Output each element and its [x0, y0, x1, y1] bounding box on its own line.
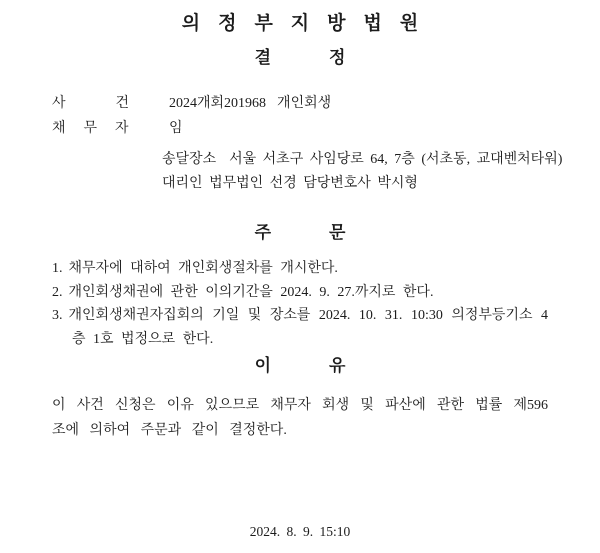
- debtor-name-value: 임: [169, 121, 183, 136]
- order-item-number: 1.: [52, 261, 63, 276]
- reason-paragraph: 이 사건 신청은 이유 있으므로 채무자 회생 및 파산에 관한 법률 제596조에 의하여 주문과 같이 결정한다.: [52, 398, 548, 438]
- order-item: [52, 304, 548, 351]
- attorney-line: 대리인 법무법인 선경 담당변호사 박시형: [162, 176, 418, 191]
- order-item: [52, 257, 548, 281]
- service-address-block: [162, 148, 563, 196]
- service-address-line: 송달장소 서울 서초구 사임당로 64, 7층 (서초동, 교대벤처타워): [162, 152, 563, 167]
- order-item-text: 개인회생채권에 관한 이의기간을 2024. 9. 27.까지로 한다.: [68, 284, 434, 300]
- debtor-row: [52, 116, 548, 141]
- document-type-heading: 결정: [254, 48, 404, 67]
- court-name-title: 의정부지방법원: [181, 13, 437, 34]
- order-item-number: 2.: [52, 284, 63, 300]
- case-label: 사건: [52, 96, 180, 111]
- case-number-value: 2024개회201968 개인회생: [169, 96, 332, 111]
- case-number-row: [52, 91, 548, 116]
- order-items-list: [52, 257, 548, 351]
- order-item-number: 3.: [52, 308, 63, 323]
- order-item-text: 채무자에 대하여 개인회생절차를 개시한다.: [68, 261, 338, 276]
- order-section-heading: 주문: [254, 223, 404, 242]
- order-item-text: 개인회생채권자집회의 기일 및 장소를 2024. 10. 31. 10:30 의정부등기소 4층 1호 법정으로 한다.: [68, 308, 548, 347]
- debtor-label: 채무자: [52, 121, 147, 136]
- reason-section-heading: 이유: [254, 356, 404, 375]
- case-meta-section: [52, 91, 548, 141]
- order-item: [52, 281, 548, 305]
- decision-datetime: 2024. 8. 9. 15:10: [249, 524, 351, 539]
